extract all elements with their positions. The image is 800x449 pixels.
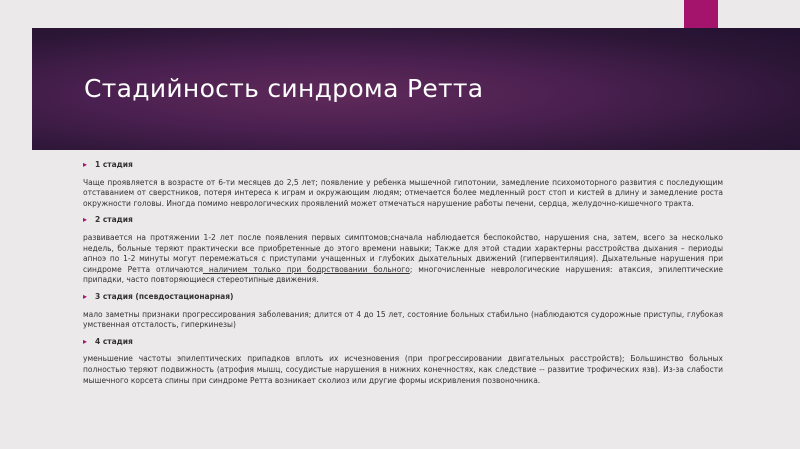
stage-4-text: уменьшение частоты эпилептических припадков вплоть их исчезновения (при прогрессировании двигательных расстройств); Большинство больных полностью теряют подвижность (атрофия мышц, сосудистые нарушения в нижних конечностях, как следствие -- развитие трофических язв). Из-за слабости мышечного корсета спины при синдроме Ретта возникает сколиоз или другие формы искривления позвоночника. xyxy=(83,354,723,385)
stage-2-text-underlined: наличием только при бодрствовании больного xyxy=(202,264,410,274)
stage-3-text: мало заметны признаки прогрессирования заболевания; длится от 4 до 15 лет, состояние больных стабильно (наблюдаются судорожные приступы, глубокая умственная отсталость, гиперкинезы) xyxy=(83,309,723,330)
stage-2-text xyxy=(83,233,723,286)
bullet-triangle-icon: ▸ xyxy=(83,215,88,225)
slide-title: Стадийность синдрома Ретта xyxy=(84,74,484,103)
stage-4-heading-text: 4 стадия xyxy=(95,336,133,346)
stage-2-text-after: ; многочисленные неврологические нарушения: атаксия, эпилептические припадки, часто повторяющиеся стереотипные движения. xyxy=(83,264,723,285)
stage-2-text-before: развивается на протяжении 1-2 лет после появления первых симптомов;сначала наблюдается беспокойство, нарушения сна, затем, всего за несколько недель, больные теряют практически все приобретенные до этого времени навыки; Также для этой стадии характерны расстройства дыхания – периоды апноэ по 1-2 минуты могут перемежаться с приступами учащенных и глубоких дыхательных движений (гипервентиляция). Дыхательные нарушения при синдроме Ретта отличаются xyxy=(83,232,723,274)
stage-1-heading xyxy=(83,160,723,171)
bullet-triangle-icon: ▸ xyxy=(83,336,88,346)
stage-2-heading-text: 2 стадия xyxy=(95,215,133,225)
stage-3-heading xyxy=(83,292,723,303)
stage-2-heading xyxy=(83,215,723,226)
stage-1-heading-text: 1 стадия xyxy=(95,160,133,169)
stage-1-text: Чаще проявляется в возрасте от 6-ти месяцев до 2,5 лет; появление у ребенка мышечной гипотонии, замедление психомоторного развития с последующим отставанием от сверстников, потеря интереса к играм и окружающим людям; отмечается более медленный рост стоп и кистей в длину и замедление роста окружности головы. Иногда помимо неврологических проявлений может отмечаться нарушение работы печени, сердца, желудочно-кишечного тракта. xyxy=(83,177,723,208)
stage-3-heading-text: 3 стадия (псевдостационарная) xyxy=(95,291,234,301)
bullet-triangle-icon: ▸ xyxy=(83,160,88,169)
bullet-triangle-icon: ▸ xyxy=(83,291,88,301)
stage-4-heading xyxy=(83,337,723,348)
slide-content xyxy=(83,160,723,392)
